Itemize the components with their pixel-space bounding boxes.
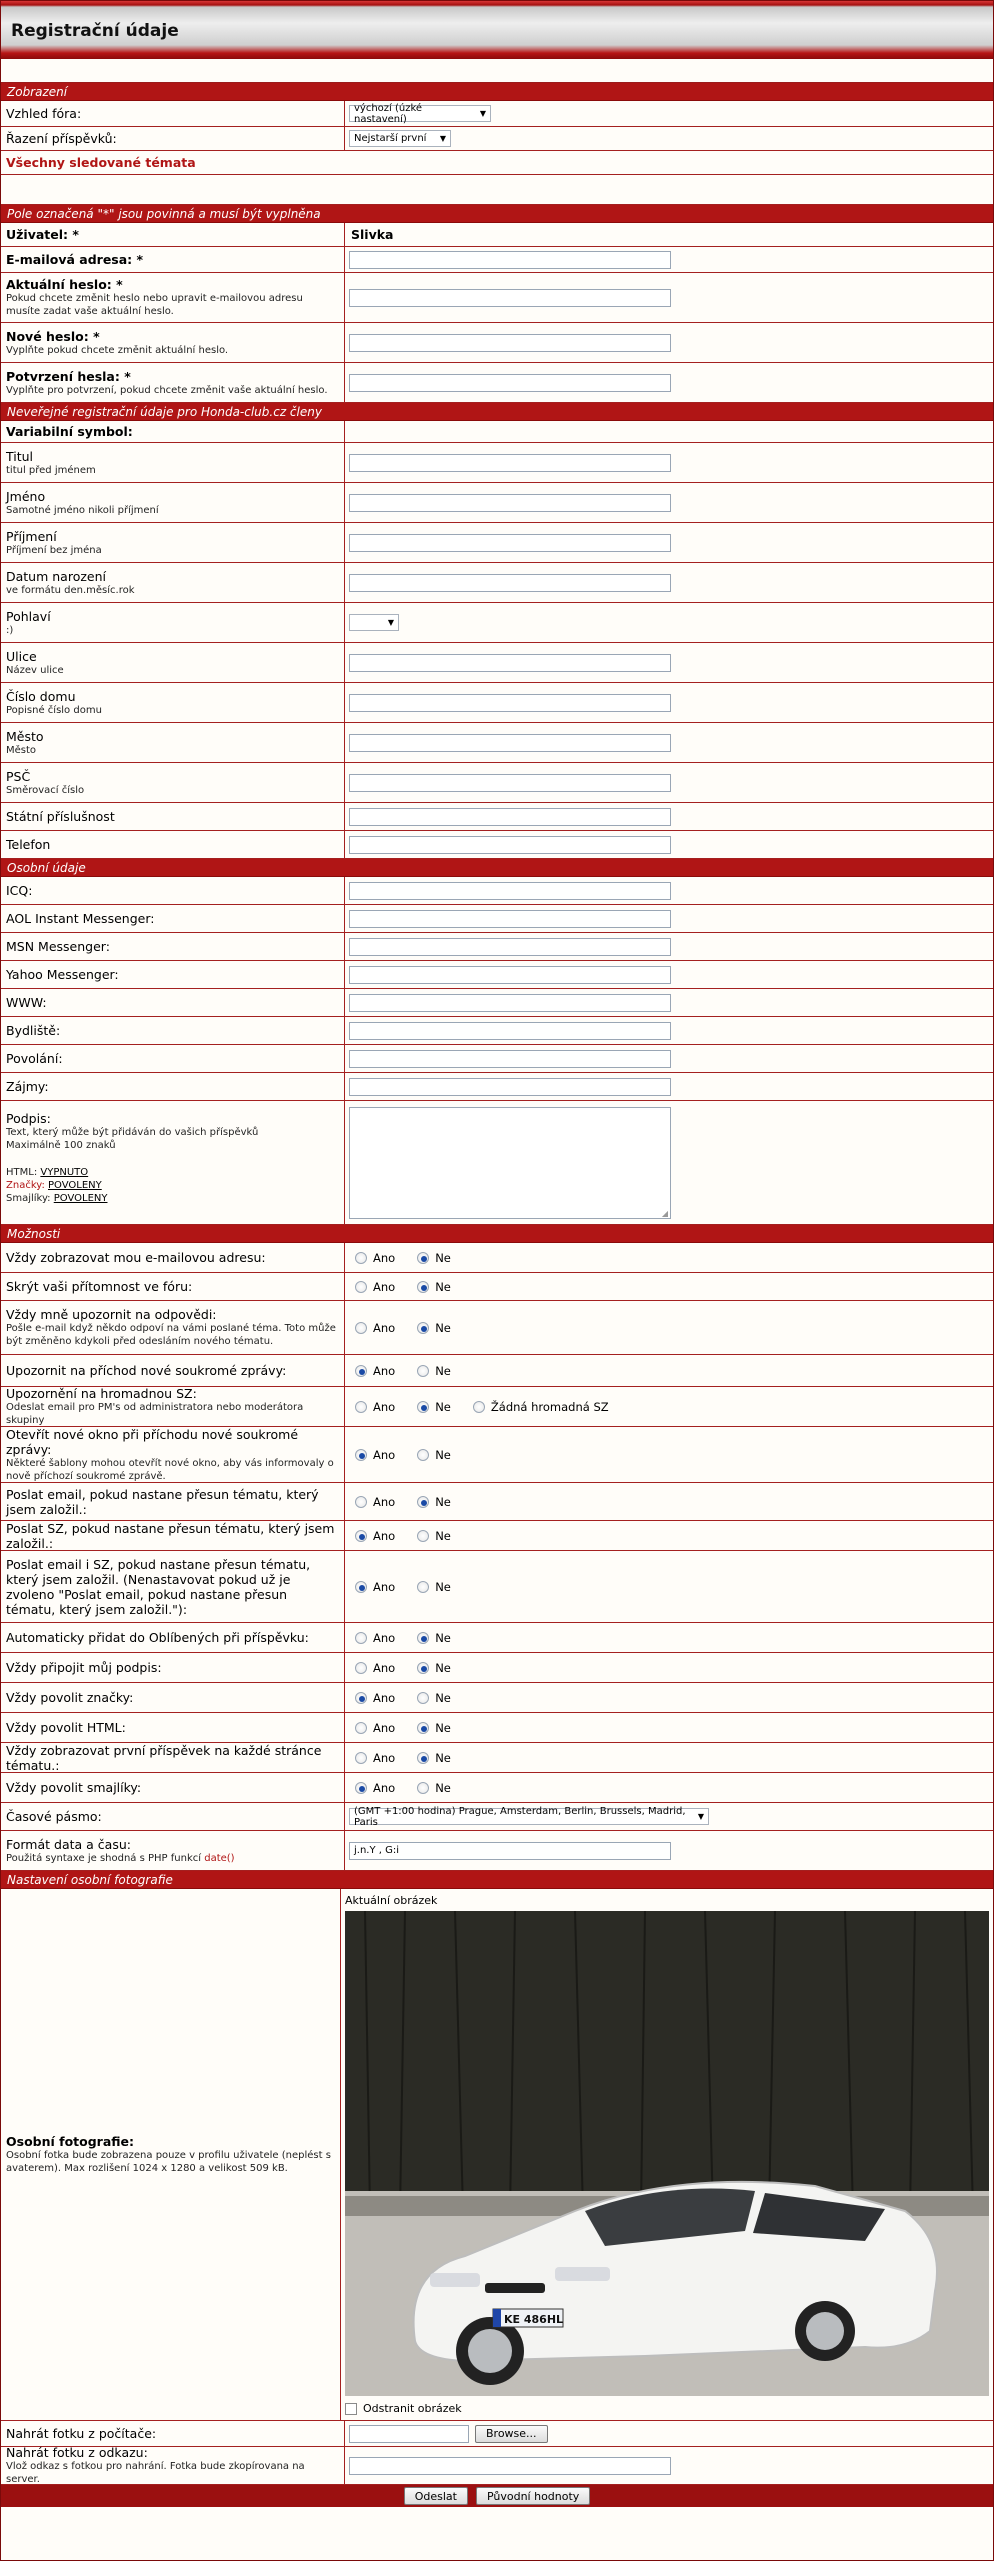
row-city	[1, 723, 993, 763]
row-street	[1, 643, 993, 683]
row-first-name	[1, 483, 993, 523]
timezone-select[interactable]: (GMT +1:00 hodina) Prague, Amsterdam, Berlin, Brussels, Madrid, Paris ▼	[349, 1808, 709, 1825]
browse-button[interactable]: Browse...	[475, 2425, 548, 2443]
row-www	[1, 989, 993, 1017]
upload-label: Nahrát fotku z počítače:	[6, 2426, 157, 2441]
notify-label: Vždy mně upozornit na odpovědi:	[6, 1307, 217, 1322]
date-format-label: Formát data a času:	[6, 1836, 131, 1852]
home-field[interactable]	[349, 1022, 671, 1040]
birthdate-hint: ve formátu den.měsíc.rok	[6, 584, 135, 596]
photo-hint: Osobní fotka bude zobrazena pouze v profilu uživatele (neplést s avaterem). Max rozlišení 1024 x 1280 a velikost 509 kB.	[6, 2150, 331, 2174]
birthdate-field[interactable]	[349, 574, 671, 592]
first-name-label: Jméno	[6, 488, 46, 504]
mass-pm-yes-radio[interactable]	[355, 1401, 367, 1413]
title-hint: titul před jménem	[6, 464, 96, 476]
hide-online-label: Skrýt vaši přítomnost ve fóru:	[6, 1279, 193, 1294]
varsym-label: Variabilní symbol:	[6, 424, 133, 439]
street-hint: Název ulice	[6, 664, 64, 676]
row-notify: Vždy mně upozornit na odpovědi: Pošle e-mail když někdo odpoví na vámi poslané téma. Toto může být změněno kdykoli před odesláním nového tématu. Ano Ne	[1, 1301, 993, 1355]
row-allow-html: Vždy povolit HTML: Ano Ne	[1, 1713, 993, 1743]
current-photo-caption: Aktuální obrázek	[345, 1894, 438, 1907]
chevron-down-icon: ▼	[697, 1812, 704, 1821]
allow-bbcode-yes-radio[interactable]	[355, 1692, 367, 1704]
row-move-pm: Poslat SZ, pokud nastane přesun tématu, který jsem založil.: Ano Ne	[1, 1521, 993, 1551]
bbcode-link[interactable]: Značky:	[6, 1180, 45, 1191]
signature-label: Podpis:	[6, 1111, 51, 1126]
last-name-hint: Příjmení bez jména	[6, 544, 102, 556]
row-aol	[1, 905, 993, 933]
row-icq	[1, 877, 993, 905]
move-both-label: Poslat email i SZ, pokud nastane přesun tématu, který jsem založil. (Nenastavovat pokud už je zvoleno "Poslat email, pokud nastane přesun tématu, který jsem založil."):	[6, 1556, 311, 1617]
user-photo	[345, 1911, 989, 2396]
section-display: Zobrazení	[1, 83, 993, 101]
row-varsym	[1, 421, 993, 443]
show-email-no-radio[interactable]	[417, 1252, 429, 1264]
row-interests	[1, 1073, 993, 1101]
chevron-down-icon: ▼	[479, 109, 486, 118]
form-actions	[1, 2485, 993, 2507]
city-field[interactable]	[349, 734, 671, 752]
popup-label: Otevřít nové okno při příchodu nové soukromé zprávy:	[6, 1426, 299, 1457]
upload-url-hint: Vlož odkaz s fotkou pro nahrání. Fotka bude zkopírovana na server.	[6, 2461, 305, 2485]
license-plate-text: KE 486HL	[504, 2313, 564, 2326]
notify-pm-no-radio[interactable]	[417, 1365, 429, 1377]
row-empty	[1, 175, 993, 205]
row-job	[1, 1045, 993, 1073]
icq-field[interactable]	[349, 882, 671, 900]
upload-url-label: Nahrát fotku z odkazu:	[6, 2445, 148, 2460]
allow-smilies-yes-radio[interactable]	[355, 1782, 367, 1794]
row-timezone	[1, 1803, 993, 1831]
row-attach-signature: Vždy připojit můj podpis: Ano Ne	[1, 1653, 993, 1683]
row-allow-smilies: Vždy povolit smajlíky: Ano Ne	[1, 1773, 993, 1803]
row-upload	[1, 2421, 993, 2447]
hide-online-yes-radio[interactable]	[355, 1281, 367, 1293]
chevron-down-icon: ▼	[387, 618, 394, 627]
interests-field[interactable]	[349, 1078, 671, 1096]
interests-label: Zájmy:	[6, 1079, 49, 1094]
move-pm-no-radio[interactable]	[417, 1530, 429, 1542]
mass-pm-none-radio[interactable]	[473, 1401, 485, 1413]
smiley-status-link[interactable]: POVOLENY	[53, 1193, 108, 1204]
row-order	[1, 127, 993, 151]
row-first-post: Vždy zobrazovat první příspěvek na každé stránce tématu.: Ano Ne	[1, 1743, 993, 1773]
order-select[interactable]: Nejstarší první ▼	[349, 130, 451, 147]
confirm-password-hint: Vyplňte pro potvrzení, pokud chcete změnit vaše aktuální heslo.	[6, 384, 328, 396]
show-email-yes-radio[interactable]	[355, 1252, 367, 1264]
notify-yes-radio[interactable]	[355, 1322, 367, 1334]
allow-bbcode-label: Vždy povolit značky:	[6, 1690, 134, 1705]
favorites-label: Automaticky přidat do Oblíbených při příspěvku:	[6, 1630, 309, 1645]
popup-no-radio[interactable]	[417, 1449, 429, 1461]
allow-html-yes-radio[interactable]	[355, 1722, 367, 1734]
submit-button[interactable]: Odeslat	[404, 2487, 468, 2505]
city-label: Město	[6, 728, 44, 744]
row-new-password	[1, 323, 993, 363]
upload-url-field[interactable]	[349, 2457, 671, 2475]
last-name-label: Příjmení	[6, 528, 57, 544]
show-email-label: Vždy zobrazovat mou e-mailovou adresu:	[6, 1250, 266, 1265]
gender-hint: :)	[6, 624, 14, 636]
row-date-format	[1, 1831, 993, 1871]
confirm-password-field[interactable]	[349, 374, 671, 392]
profile-form	[1, 83, 993, 2507]
row-allow-bbcode: Vždy povolit značky: Ano Ne	[1, 1683, 993, 1713]
row-theme	[1, 101, 993, 127]
row-popup: Otevřít nové okno při příchodu nové soukromé zprávy: Některé šablony mohou otevřít nové okno, aby vás informovaly o nově příchozí soukromé zprávě. Ano Ne	[1, 1427, 993, 1483]
popup-hint: Některé šablony mohou otevřít nové okno, aby vás informovaly o nově příchozí soukromé zprávě.	[6, 1457, 334, 1482]
first-post-no-radio[interactable]	[417, 1752, 429, 1764]
house-hint: Popisné číslo domu	[6, 704, 102, 716]
current-password-label: Aktuální heslo: *	[6, 277, 123, 292]
row-nationality	[1, 803, 993, 831]
row-zip	[1, 763, 993, 803]
order-label: Řazení příspěvků:	[6, 131, 117, 146]
birthdate-label: Datum narození	[6, 568, 106, 584]
row-home	[1, 1017, 993, 1045]
timezone-label: Časové pásmo:	[6, 1809, 102, 1824]
title-field[interactable]	[349, 454, 671, 472]
mass-pm-hint: Odeslat email pro PM's od administratora nebo moderátora skupiny	[6, 1402, 304, 1426]
section-personal: Osobní údaje	[1, 859, 993, 877]
allow-html-label: Vždy povolit HTML:	[6, 1720, 126, 1735]
new-password-label: Nové heslo: *	[6, 328, 100, 344]
row-signature	[1, 1101, 993, 1225]
row-photo	[1, 1889, 993, 2421]
title-label: Titul	[6, 448, 34, 464]
move-email-yes-radio[interactable]	[355, 1496, 367, 1508]
remove-photo-checkbox[interactable]	[345, 2403, 357, 2415]
row-favorites: Automaticky přidat do Oblíbených při příspěvku: Ano Ne	[1, 1623, 993, 1653]
reset-button[interactable]: Původní hodnoty	[476, 2487, 590, 2505]
row-move-both: Poslat email i SZ, pokud nastane přesun tématu, který jsem založil. (Nenastavovat pokud už je zvoleno "Poslat email, pokud nastane přesun tématu, který jsem založil."): Ano Ne	[1, 1551, 993, 1623]
move-email-label: Poslat email, pokud nastane přesun tématu, který jsem založil.:	[6, 1486, 319, 1517]
bbcode-status	[6, 1179, 339, 1192]
popup-yes-radio[interactable]	[355, 1449, 367, 1461]
zip-field[interactable]	[349, 774, 671, 792]
date-format-hint: Použitá syntaxe je shodná s PHP funkcí date()	[6, 1852, 235, 1864]
row-house	[1, 683, 993, 723]
zip-label: PSČ	[6, 768, 31, 784]
phone-field[interactable]	[349, 836, 671, 854]
allow-smilies-label: Vždy povolit smajlíky:	[6, 1780, 142, 1795]
mass-pm-label: Upozornění na hromadnou SZ:	[6, 1386, 197, 1401]
watched-topics-link[interactable]: Všechny sledované témata	[6, 155, 196, 170]
attach-signature-label: Vždy připojit můj podpis:	[6, 1660, 162, 1675]
job-label: Povolání:	[6, 1051, 63, 1066]
nationality-label: Státní příslušnost	[6, 809, 115, 824]
section-options: Možnosti	[1, 1225, 993, 1243]
home-label: Bydliště:	[6, 1023, 61, 1038]
row-user	[1, 223, 993, 247]
row-gender	[1, 603, 993, 643]
new-password-field[interactable]	[349, 334, 671, 352]
move-both-no-radio[interactable]	[417, 1581, 429, 1593]
allow-bbcode-no-radio[interactable]	[417, 1692, 429, 1704]
row-upload-url	[1, 2447, 993, 2485]
phone-label: Telefon	[6, 837, 51, 852]
email-field[interactable]	[349, 251, 671, 269]
signature-textarea[interactable]	[349, 1107, 671, 1219]
email-label: E-mailová adresa: *	[6, 252, 144, 267]
html-status-link[interactable]: VYPNUTO	[40, 1167, 89, 1178]
favorites-yes-radio[interactable]	[355, 1632, 367, 1644]
confirm-password-label: Potvrzení hesla: *	[6, 368, 131, 384]
section-private: Neveřejné registrační údaje pro Honda-club.cz členy	[1, 403, 993, 421]
photo-label: Osobní fotografie:	[6, 2134, 135, 2149]
hide-online-no-radio[interactable]	[417, 1281, 429, 1293]
yahoo-label: Yahoo Messenger:	[6, 967, 119, 982]
house-label: Číslo domu	[6, 688, 76, 704]
username-value: Slivka	[351, 227, 394, 242]
yahoo-field[interactable]	[349, 966, 671, 984]
aol-label: AOL Instant Messenger:	[6, 911, 155, 926]
row-hide-online: Skrýt vaši přítomnost ve fóru: Ano Ne	[1, 1273, 993, 1301]
row-watched	[1, 151, 993, 175]
smiley-status: Smajlíky: POVOLENY	[6, 1193, 108, 1204]
row-email	[1, 247, 993, 273]
signature-max: Maximálně 100 znaků	[6, 1140, 116, 1151]
spacer	[1, 59, 993, 83]
www-label: WWW:	[6, 995, 47, 1010]
row-confirm-password	[1, 363, 993, 403]
row-yahoo	[1, 961, 993, 989]
last-name-field[interactable]	[349, 534, 671, 552]
zip-hint: Směrovací číslo	[6, 784, 85, 796]
new-password-hint: Vyplňte pokud chcete změnit aktuální heslo.	[6, 344, 229, 356]
car-photo-image	[345, 1911, 989, 2396]
user-label: Uživatel: *	[6, 227, 79, 242]
aol-field[interactable]	[349, 910, 671, 928]
nationality-field[interactable]	[349, 808, 671, 826]
notify-pm-yes-radio[interactable]	[355, 1365, 367, 1377]
remove-photo-option: Odstranit obrázek	[345, 2402, 462, 2415]
street-label: Ulice	[6, 648, 37, 664]
move-email-no-radio[interactable]	[417, 1496, 429, 1508]
row-last-name	[1, 523, 993, 563]
attach-signature-yes-radio[interactable]	[355, 1662, 367, 1674]
chevron-down-icon: ▼	[439, 134, 446, 143]
first-name-field[interactable]	[349, 494, 671, 512]
attach-signature-no-radio[interactable]	[417, 1662, 429, 1674]
notify-pm-label: Upozornit na příchod nové soukromé zprávy:	[6, 1363, 287, 1378]
mass-pm-no-radio[interactable]	[417, 1401, 429, 1413]
house-field[interactable]	[349, 694, 671, 712]
row-move-email: Poslat email, pokud nastane přesun tématu, který jsem založil.: Ano Ne	[1, 1483, 993, 1521]
date-format-field[interactable]: j.n.Y , G:i	[349, 1842, 671, 1860]
html-status: HTML: VYPNUTO	[6, 1167, 89, 1178]
msn-label: MSN Messenger:	[6, 939, 110, 954]
upload-file-field[interactable]	[349, 2425, 469, 2443]
move-pm-yes-radio[interactable]	[355, 1530, 367, 1542]
row-current-password	[1, 273, 993, 323]
icq-label: ICQ:	[6, 883, 33, 898]
move-pm-label: Poslat SZ, pokud nastane přesun tématu, který jsem založil.:	[6, 1520, 335, 1551]
page-title: Registrační údaje	[11, 21, 179, 41]
row-show-email: Vždy zobrazovat mou e-mailovou adresu: Ano Ne	[1, 1243, 993, 1273]
row-msn	[1, 933, 993, 961]
section-required: Pole označená "*" jsou povinná a musí být vyplněna	[1, 205, 993, 223]
php-date-link[interactable]: date()	[204, 1852, 235, 1864]
theme-select[interactable]: výchozí (úzké nastavení) ▼	[349, 105, 491, 122]
gender-label: Pohlaví	[6, 608, 51, 624]
allow-html-no-radio[interactable]	[417, 1722, 429, 1734]
first-name-hint: Samotné jméno nikoli příjmení	[6, 504, 159, 516]
theme-label: Vzhled fóra:	[6, 106, 82, 121]
resize-handle-icon[interactable]: ◢	[661, 1208, 668, 1218]
allow-smilies-no-radio[interactable]	[417, 1782, 429, 1794]
current-password-field[interactable]	[349, 289, 671, 307]
www-field[interactable]	[349, 994, 671, 1012]
gender-select[interactable]	[349, 614, 399, 631]
move-both-yes-radio[interactable]	[355, 1581, 367, 1593]
section-photo: Nastavení osobní fotografie	[1, 1871, 993, 1889]
row-birthdate	[1, 563, 993, 603]
favorites-no-radio[interactable]	[417, 1632, 429, 1644]
street-field[interactable]	[349, 654, 671, 672]
first-post-label: Vždy zobrazovat první příspěvek na každé stránce tématu.:	[6, 1742, 322, 1773]
signature-hint: Text, který může být přidáván do vašich příspěvků	[6, 1127, 259, 1138]
row-title	[1, 443, 993, 483]
job-field[interactable]	[349, 1050, 671, 1068]
bbcode-status-link[interactable]: POVOLENY	[48, 1180, 102, 1191]
row-notify-pm: Upozornit na příchod nové soukromé zprávy: Ano Ne	[1, 1355, 993, 1387]
notify-no-radio[interactable]	[417, 1322, 429, 1334]
current-password-hint: Pokud chcete změnit heslo nebo upravit e-mailovou adresu musíte zadat vaše aktuální heslo.	[6, 293, 303, 317]
row-phone	[1, 831, 993, 859]
row-mass-pm: Upozornění na hromadnou SZ: Odeslat email pro PM's od administratora nebo moderátora skupiny Ano Ne Žádná hromadná SZ	[1, 1387, 993, 1427]
notify-hint: Pošle e-mail když někdo odpoví na vámi poslané téma. Toto může být změněno kdykoli před odesláním nového tématu.	[6, 1323, 336, 1347]
city-hint: Město	[6, 744, 37, 756]
msn-field[interactable]	[349, 938, 671, 956]
first-post-yes-radio[interactable]	[355, 1752, 367, 1764]
